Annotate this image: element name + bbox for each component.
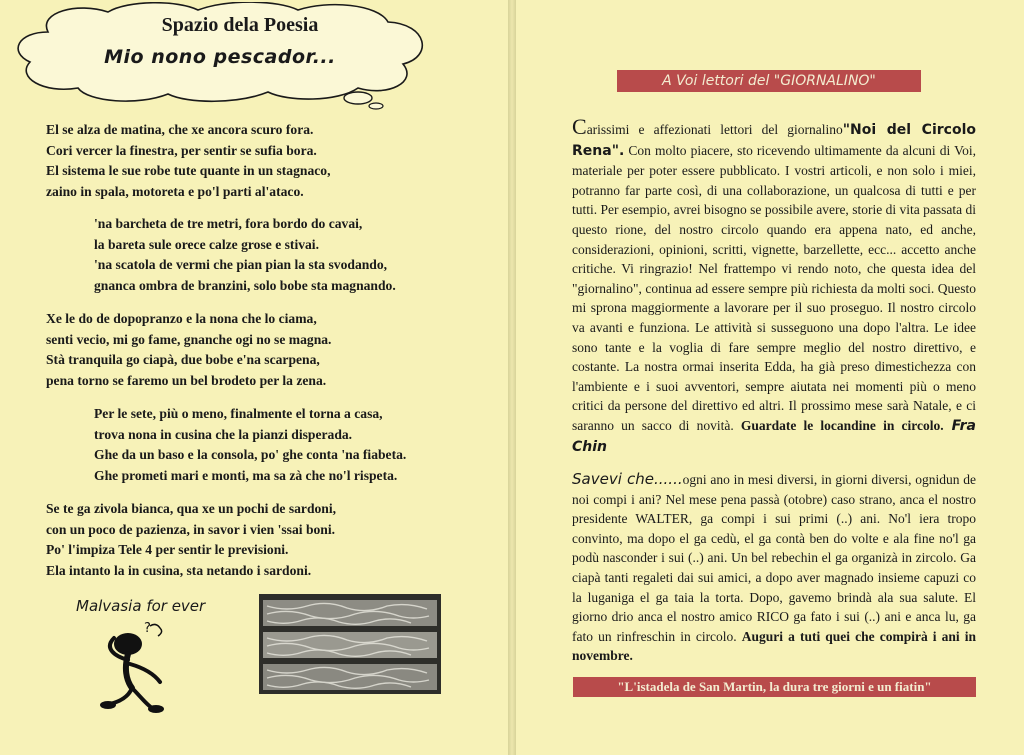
circle-name: "Noi del Circolo Rena".: [572, 122, 976, 159]
poem-title: Mio nono pescador...: [104, 46, 336, 68]
letter-bold-end: Guardate le locandine in circolo.: [740, 417, 944, 433]
cloud-title: Spazio dela Poesia: [161, 14, 319, 36]
poem-line: 'na scatola de vermi che pian pian la sta svodando,: [94, 257, 388, 273]
stanza-3: [46, 309, 331, 391]
thinking-figure-icon: [88, 616, 188, 716]
poem-line: pena torno se faremo un bel brodeto per la zena.: [46, 372, 327, 388]
poem-line: zaino in spala, motoreta e po'l parti al'ataco.: [46, 183, 304, 199]
signature: Fra Chin: [572, 417, 976, 455]
letter-body: Con molto piacere, sto ricevendo ultimamente da alcuni di Voi, materiale per poter essere pubblicato. I vostri articoli, e non solo i miei, potranno far parte così, di una collaborazione, un qualcosa di tutti e per tutti. Per esempio, avrei bisogno se possibile avere, storie di vita passata di questo rione, del nostro circolo quando era appena nato, ed anche, considerazioni, opinioni, scritti, vignette, barzellette, ecc... accetto anche critiche. Vi ringrazio! Nel frattempo vi rendo noto, che questa idea del "giornalino", continua ad essere sempre più richiesta da molti soci. Questo mi sprona maggiormente a lavorare per il suo proseguo. Il nostro circolo va avanti e funziona. Le attività si susseguono una dopo l'altra. Le idee sono tante e la voglia di fare sempre meglio del nostro direttivo, e costante. La nostra ormai inserita Edda, ha già preso dimestichezza con l'ambiente e i suoi avventori, sempre aiutata nei momenti più o meno critici da persone del direttivo ed altri. Il prossimo mese sarà Natale, e ci saranno un sacco di novità.: [572, 142, 976, 433]
poem-line: Stà tranquila go ciapà, due bobe e'na scarpena,: [46, 352, 320, 368]
poem-line: El se alza de matina, che xe ancora scuro fora.: [46, 122, 314, 137]
malvasia-caption: Malvasia for ever: [76, 597, 206, 615]
poem-line: la bareta sule orece calze grose e stivai.: [94, 236, 319, 252]
drop-cap: C: [572, 114, 587, 139]
poem-line: Per le sete, più o meno, finalmente el torna a casa,: [94, 406, 383, 421]
poem-line: 'na barcheta de tre metri, fora bordo do cavai,: [94, 216, 363, 231]
poem-line: Cori vercer la finestra, per sentir se sufia bora.: [46, 142, 317, 158]
letter-paragraph: [572, 114, 976, 457]
savevi-body: ogni ano in mesi diversi, in giorni diversi, ognidun de noi compi i ani? Nel mese pena passà (otobre) caso strano, anca el nostro presidente WALTER, ga compi i sui primi (..) ani. No'l iera tropo convinto, ma dopo el ga cedù, el ga contà ben do volte e ala fine no'l ga podù nasconder i sui (..) ani. Un bel rebechin el ga organizà in zircolo. Ga ciapà tanti regaleti dai sui amici, a dopo aver magnado insieme capuzi co la luganiga el ga taia la torta. Dopo, gavemo brindà ala sua salute. El giorno drio anca el nostro amico RICO ga fato i sui (..) ani e anca lu, ga fato un rinfreschin in circolo.: [572, 472, 976, 644]
poem-line: Po' l'impiza Tele 4 per sentir le previsioni.: [46, 542, 289, 558]
stanza-2: [94, 214, 396, 296]
sardines-photo: [259, 594, 441, 694]
poem-line: Ghe prometi mari e monti, ma sa zà che no'l rispeta.: [94, 467, 398, 483]
poem-line: senti vecio, mi go fame, gnanche ogi no se magna.: [46, 331, 332, 347]
poem-line: Xe le do de dopopranzo e la nona che lo ciama,: [46, 311, 317, 326]
proverb-banner: "L'istadela de San Martin, la dura tre giorni e un fiatin": [573, 677, 976, 697]
poem-line: con un poco de pazienza, in savor i vien 'ssai boni.: [46, 521, 336, 537]
stanza-5: [46, 499, 336, 581]
poem-line: trova nona in cusina che la pianzi disperada.: [94, 426, 353, 442]
letter-intro: arissimi e affezionati lettori del giornalino: [586, 122, 843, 137]
poem-line: Se te ga zivola bianca, qua xe un pochi de sardoni,: [46, 501, 337, 516]
page-gutter: [508, 0, 516, 755]
svg-text:?: ?: [144, 621, 151, 636]
stanza-1: [46, 120, 330, 202]
savevi-lead: Savevi che......: [572, 470, 683, 488]
savevi-paragraph: [572, 470, 976, 666]
poem-line: El sistema le sue robe tute quante in un stagnaco,: [46, 163, 331, 179]
savevi-bold-end: Auguri a tuti quei che compirà i ani in novembre.: [572, 628, 976, 664]
stanza-4: [94, 404, 406, 486]
poem-line: gnanca ombra de branzini, solo bobe sta magnando.: [94, 277, 396, 293]
poem-line: Ela intanto la in cusina, sta netando i sardoni.: [46, 562, 312, 578]
poem-line: Ghe da un baso e la consola, po' ghe conta 'na fiabeta.: [94, 447, 407, 463]
readers-banner: A Voi lettori del "GIORNALINO": [617, 70, 921, 92]
